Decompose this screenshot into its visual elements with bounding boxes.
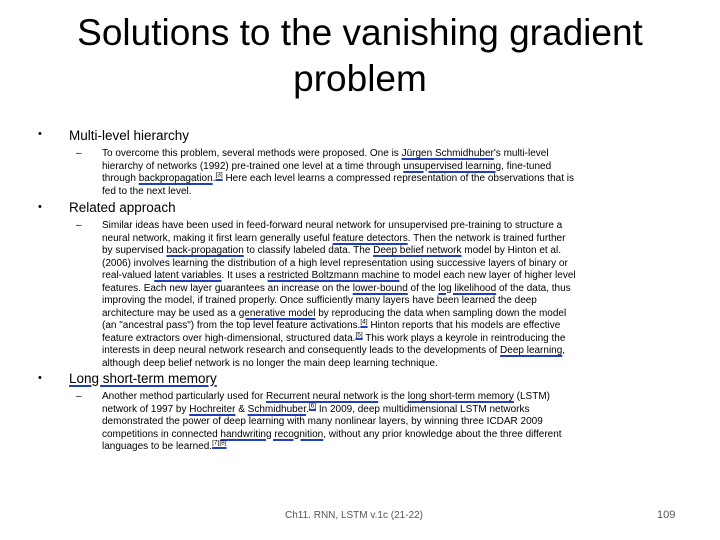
hyperlink[interactable]: feature detectors <box>332 232 408 244</box>
hyperlink[interactable]: lower-bound <box>352 282 408 294</box>
hyperlink[interactable]: Schmidhuber <box>247 403 307 415</box>
hyperlink[interactable]: handwriting recognition <box>220 428 324 440</box>
section-paragraph <box>102 220 672 370</box>
paragraph-line: network of 1997 by Hochreiter & Schmidhuber.[6] In 2009, deep multidimensional LSTM networks <box>102 402 530 415</box>
paragraph-line: (2006) involves learning the distribution of a high level representation using successive layers of binary or <box>102 257 568 269</box>
citation-link[interactable]: [6] <box>308 402 317 410</box>
paragraph-line: improving the model, if trained properly. Once sufficiently many layers have been learned the deep <box>102 295 537 306</box>
hyperlink[interactable]: latent variables <box>154 270 222 281</box>
dash-3: – <box>76 391 82 402</box>
paragraph-line: real-valued latent variables. It uses a restricted Boltzmann machine to model each new layer of higher level <box>102 270 576 281</box>
paragraph-line: To overcome this problem, several methods were proposed. One is Jürgen Schmidhuber's multi-level <box>102 148 549 159</box>
bullet-3: • <box>38 372 42 384</box>
slide-footer: Ch11. RNN, LSTM v.1c (21-22) <box>285 510 424 521</box>
paragraph-line: features. Each new layer guarantees an increase on the lower-bound of the log likelihood of the data, thus <box>102 282 571 294</box>
hyperlink[interactable]: long short-term memory <box>407 391 514 402</box>
citation-link[interactable]: [5] <box>355 331 363 339</box>
paragraph-line: hierarchy of networks (1992) pre-trained one level at a time through unsupervised learning, fine-tuned <box>102 160 552 172</box>
section-paragraph <box>102 391 672 454</box>
citation-link[interactable]: [7][8] <box>212 439 227 447</box>
bullet-1: • <box>38 128 42 140</box>
hyperlink[interactable]: restricted Boltzmann machine <box>267 270 400 281</box>
bullet-2: • <box>38 201 42 213</box>
paragraph-line: by supervised back-propagation to classify labeled data. The Deep belief network model by Hinton et al. <box>102 245 561 256</box>
hyperlink[interactable]: Deep belief network <box>373 245 462 256</box>
section-heading-lstm-link[interactable]: Long short-term memory <box>69 371 217 386</box>
citation-link[interactable]: [3] <box>215 171 223 179</box>
section-heading-related-approach: Related approach <box>69 200 176 215</box>
paragraph-line: (an "ancestral pass") from the top level feature activations.[4] Hinton reports that his models are effective <box>102 318 561 331</box>
paragraph-line: competitions in connected handwriting recognition, without any prior knowledge about the three different <box>102 428 562 440</box>
slide-title: Solutions to the vanishing gradient problem <box>77 12 643 99</box>
paragraph-line: languages to be learned.[7][8] <box>102 439 227 452</box>
hyperlink[interactable]: Deep learning <box>500 345 563 356</box>
page-number: 109 <box>657 509 676 521</box>
hyperlink[interactable]: Hochreiter <box>189 403 236 415</box>
hyperlink[interactable]: Jürgen Schmidhuber <box>401 148 494 159</box>
paragraph-line: Similar ideas have been used in feed-forward neural network for unsupervised pre-training to structure a <box>102 220 563 231</box>
paragraph-line: demonstrated the power of deep learning with many nonlinear layers, by winning three ICDAR 2009 <box>102 416 543 427</box>
hyperlink[interactable]: Recurrent neural network <box>265 391 379 402</box>
section-heading-multi-level-hierarchy: Multi-level hierarchy <box>69 128 190 143</box>
paragraph-line: architecture may be used as a generative model by reproducing the data when sampling down the model <box>102 307 567 319</box>
hyperlink[interactable]: generative model <box>238 307 316 319</box>
paragraph-line: neural network, making it first learn generally useful feature detectors. Then the network is trained further <box>102 232 566 244</box>
paragraph-line: although deep belief network is no longer the main deep learning technique. <box>102 357 438 369</box>
section-paragraph <box>102 148 672 198</box>
paragraph-line: interests in deep neural network research and consequently leads to the developments of Deep learning, <box>102 345 566 356</box>
hyperlink[interactable]: backpropagation <box>138 173 213 184</box>
hyperlink[interactable]: log likelihood <box>438 282 497 294</box>
dash-1: – <box>76 148 82 159</box>
paragraph-line: feature extractors over high-dimensional, structured data.[5] This work plays a keyrole in reintroducing the <box>102 331 566 344</box>
paragraph-line: fed to the next level. <box>102 185 192 197</box>
dash-2: – <box>76 220 82 231</box>
hyperlink[interactable]: back-propagation <box>166 245 244 256</box>
citation-link[interactable]: [4] <box>360 318 368 326</box>
paragraph-line: Another method particularly used for Recurrent neural network is the long short-term memory (LSTM) <box>102 391 550 402</box>
hyperlink[interactable]: unsupervised learning <box>403 160 502 172</box>
paragraph-line: through backpropagation.[3] Here each level learns a compressed representation of the observations that is <box>102 171 574 184</box>
